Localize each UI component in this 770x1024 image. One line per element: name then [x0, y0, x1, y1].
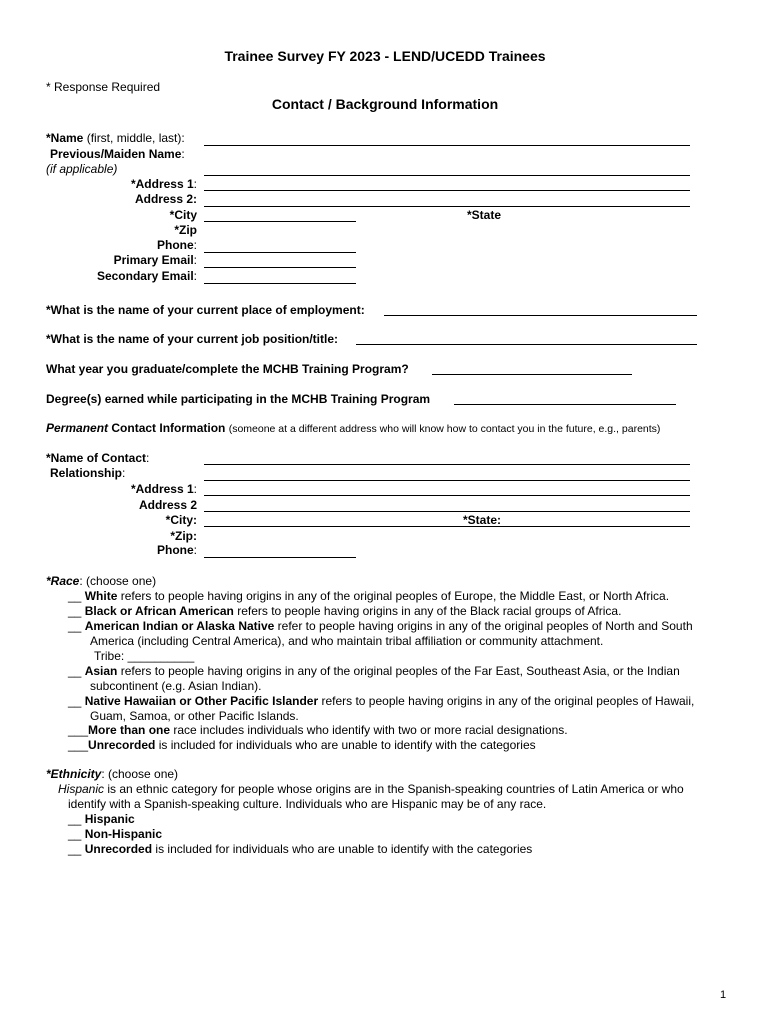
relationship-colon: : — [122, 466, 126, 480]
permanent-rest: Contact Information — [108, 421, 226, 435]
race-nh-desc: refers to people having origins in any of the original peoples of Hawaii, — [318, 694, 695, 708]
state-label: *State — [467, 208, 502, 222]
race-asian-desc-cont: subcontinent (e.g. Asian Indian). — [90, 679, 262, 693]
perm-phone-colon: : — [193, 543, 197, 557]
race-asian-blank[interactable]: __ — [68, 664, 82, 678]
phone-label — [157, 238, 197, 252]
address1-label-text: *Address 1 — [130, 177, 194, 191]
perm-state-label: *State: — [463, 513, 502, 527]
page-number: 1 — [720, 989, 727, 1001]
race-black-label: Black or African American — [84, 604, 234, 618]
race-option-unrecorded[interactable] — [68, 738, 536, 752]
race-white-label: White — [84, 589, 118, 603]
race-nh-desc-cont: Guam, Samoa, or other Pacific Islands. — [90, 709, 299, 723]
eth-hispanic-blank[interactable]: __ — [68, 812, 82, 826]
page-title: Trainee Survey FY 2023 - LEND/UCEDD Trainees — [224, 48, 546, 64]
race-nh-label: Native Hawaiian or Other Pacific Islander — [84, 694, 319, 708]
ethnicity-description — [58, 782, 684, 796]
contact-name-label — [46, 451, 149, 465]
zip-label: *Zip — [174, 223, 197, 237]
phone-colon: : — [193, 238, 197, 252]
contact-name-label-text: *Name of Contact — [46, 451, 147, 465]
eth-non-blank[interactable]: __ — [68, 827, 82, 841]
address2-label: Address 2: — [134, 192, 197, 206]
secondary-email-colon: : — [193, 269, 197, 283]
race-white-blank[interactable]: __ — [68, 589, 82, 603]
degree-question: Degree(s) earned while participating in the MCHB Training Program — [46, 392, 431, 406]
eth-unrec-label: Unrecorded — [84, 842, 153, 856]
race-ai-blank[interactable]: __ — [68, 619, 82, 633]
maiden-name-field[interactable] — [204, 175, 690, 176]
address2-field[interactable] — [204, 206, 690, 207]
race-more-desc: race includes individuals who identify with two or more racial designations. — [170, 723, 568, 737]
secondary-email-label-text: Secondary Email — [96, 269, 194, 283]
position-question: *What is the name of your current job position/title: — [46, 332, 339, 346]
race-nh-blank[interactable]: __ — [68, 694, 82, 708]
degree-field[interactable] — [454, 404, 676, 405]
race-asian-desc: refers to people having origins in any of the original peoples of the Far East, Southeast Asia, or the Indian — [117, 664, 680, 678]
maiden-label-text: Previous/Maiden Name — [50, 147, 182, 161]
secondary-email-field[interactable] — [204, 283, 356, 284]
perm-city-label: *City: — [165, 513, 197, 527]
perm-address2-label: Address 2 — [138, 498, 197, 512]
race-unrec-label: Unrecorded — [88, 738, 156, 752]
race-more-label: More than one — [88, 723, 171, 737]
relationship-field[interactable] — [204, 480, 690, 481]
race-option-american-indian[interactable] — [68, 619, 693, 633]
name-field[interactable] — [204, 145, 690, 146]
employment-field[interactable] — [384, 315, 697, 316]
maiden-colon: : — [181, 147, 185, 161]
ethnicity-desc-2: identify with a Spanish-speaking culture. Individuals who are Hispanic may be of any race. — [68, 797, 547, 811]
perm-address1-field[interactable] — [204, 495, 690, 496]
ethnicity-label: *Ethnicity — [46, 767, 102, 781]
address1-field[interactable] — [204, 190, 690, 191]
perm-zip-label: *Zip: — [170, 529, 197, 543]
city-field[interactable] — [204, 221, 356, 222]
permanent-contact-heading — [46, 421, 660, 435]
maiden-hint: (if applicable) — [46, 162, 118, 176]
race-option-native-hawaiian[interactable] — [68, 694, 694, 708]
primary-email-label — [114, 253, 197, 267]
race-option-more-than-one[interactable] — [68, 723, 568, 737]
permanent-word: Permanent — [46, 421, 109, 435]
perm-phone-label — [157, 543, 197, 557]
race-heading — [46, 574, 156, 588]
eth-unrec-blank[interactable]: __ — [68, 842, 82, 856]
name-hint: (first, middle, last): — [83, 131, 185, 145]
secondary-email-label — [97, 269, 197, 283]
relationship-label — [50, 466, 125, 480]
perm-phone-field[interactable] — [204, 557, 356, 558]
race-option-black[interactable] — [68, 604, 621, 618]
ethnicity-heading — [46, 767, 178, 781]
ethnicity-option-hispanic[interactable] — [68, 812, 135, 826]
primary-email-colon: : — [193, 253, 197, 267]
race-black-blank[interactable]: __ — [68, 604, 82, 618]
perm-address1-label-text: *Address 1 — [130, 482, 194, 496]
race-label: *Race — [46, 574, 80, 588]
perm-address1-colon: : — [193, 482, 197, 496]
primary-email-field[interactable] — [204, 267, 356, 268]
perm-phone-label-text: Phone — [156, 543, 194, 557]
race-tribe-field[interactable]: Tribe: __________ — [94, 649, 195, 663]
race-ai-desc: refer to people having origins in any of the original peoples of North and South — [274, 619, 693, 633]
race-unrec-blank[interactable]: ___ — [68, 738, 89, 752]
permanent-note: (someone at a different address who will know how to contact you in the future, e.g., parents) — [228, 423, 661, 435]
race-black-desc: refers to people having origins in any of the Black racial groups of Africa. — [233, 604, 622, 618]
perm-address2-field[interactable] — [204, 511, 690, 512]
city-label: *City — [169, 208, 197, 222]
eth-unrec-desc: is included for individuals who are unable to identify with the categories — [152, 842, 533, 856]
address1-label — [131, 177, 197, 191]
hispanic-word: Hispanic — [58, 782, 105, 796]
employment-question: *What is the name of your current place of employment: — [46, 303, 365, 317]
name-label — [46, 131, 185, 145]
phone-label-text: Phone — [156, 238, 194, 252]
perm-address1-label — [131, 482, 197, 496]
maiden-label — [50, 147, 185, 161]
section-title: Contact / Background Information — [271, 96, 499, 112]
address1-colon: : — [193, 177, 197, 191]
ethnicity-hint: : (choose one) — [101, 767, 179, 781]
ethnicity-option-non-hispanic[interactable] — [68, 827, 162, 841]
race-ai-label: American Indian or Alaska Native — [84, 619, 275, 633]
race-unrec-desc: is included for individuals who are unable to identify with the categories — [155, 738, 536, 752]
race-option-white[interactable] — [68, 589, 669, 603]
race-white-desc: refers to people having origins in any of the original peoples of Europe, the Middle East, or North Africa. — [117, 589, 670, 603]
eth-non-label: Non-Hispanic — [84, 827, 163, 841]
phone-field[interactable] — [204, 252, 356, 253]
perm-city-field[interactable] — [204, 526, 690, 527]
name-label-text: *Name — [46, 131, 84, 145]
primary-email-label-text: Primary Email — [113, 253, 194, 267]
contact-name-field[interactable] — [204, 464, 690, 465]
response-required-note: * Response Required — [46, 80, 161, 94]
relationship-label-text: Relationship — [50, 466, 123, 480]
position-field[interactable] — [356, 344, 697, 345]
ethnicity-option-unrecorded[interactable] — [68, 842, 532, 856]
ethnicity-desc-1: is an ethnic category for people whose origins are in the Spanish-speaking countries of Latin America or who — [104, 782, 684, 796]
graduate-field[interactable] — [432, 374, 632, 375]
race-asian-label: Asian — [84, 664, 118, 678]
graduate-question: What year you graduate/complete the MCHB Training Program? — [46, 362, 409, 376]
race-ai-desc-cont: America (including Central America), and who maintain tribal affiliation or community attachment. — [90, 634, 604, 648]
race-more-blank[interactable]: ___ — [68, 723, 89, 737]
contact-name-colon: : — [146, 451, 150, 465]
race-option-asian[interactable] — [68, 664, 680, 678]
eth-hispanic-label: Hispanic — [84, 812, 135, 826]
race-hint: : (choose one) — [79, 574, 157, 588]
